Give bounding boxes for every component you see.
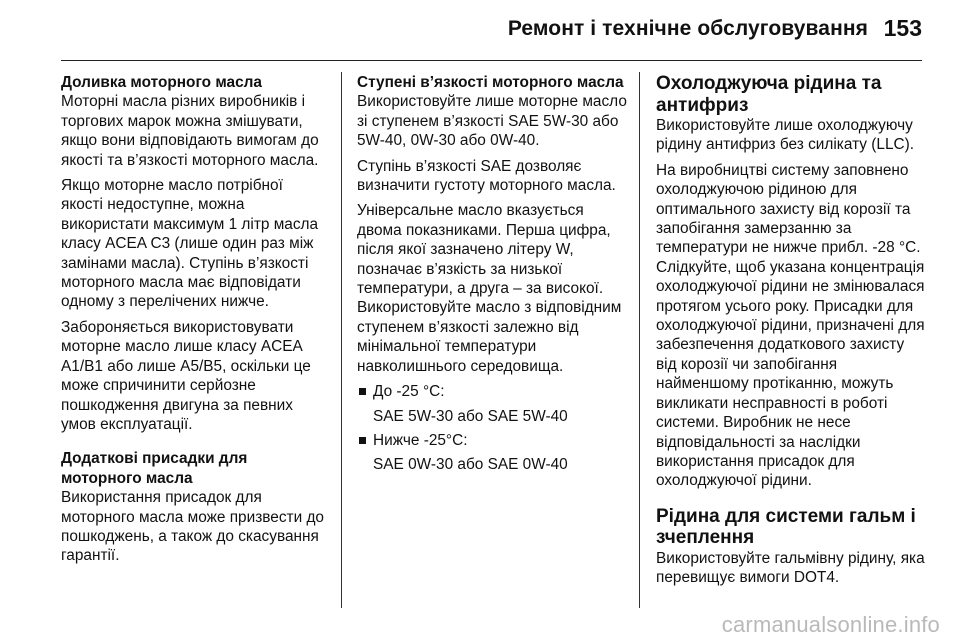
section-title: Рідина для системи гальм і зчеплення bbox=[656, 505, 916, 549]
section-title: Ступені в’язкості моторного масла bbox=[357, 74, 624, 91]
list-item-label: Нижче -25°C: bbox=[373, 431, 468, 449]
square-bullet-icon bbox=[359, 437, 366, 444]
section-title: Охолоджуюча рідина та антифриз bbox=[656, 73, 882, 116]
square-bullet-icon bbox=[359, 388, 366, 395]
section-title: Доливка моторного масла bbox=[61, 74, 262, 91]
paragraph: Використання присадок для моторного масла може призвести до пошкоджень, а також до скасування гарантії. bbox=[61, 489, 324, 565]
column-divider bbox=[639, 72, 640, 608]
section-brake-fluid bbox=[656, 506, 928, 588]
paragraph: Ступінь в’язкості SAE дозволяє визначити густоту моторного масла. bbox=[357, 157, 616, 195]
paragraph: Використовуйте лише моторне масло зі ступенем в’язкості SAE 5W-30 або 5W-40, 0W-30 або 0W-40. bbox=[357, 93, 627, 150]
column-right bbox=[656, 73, 928, 603]
column-divider bbox=[341, 72, 342, 608]
section-title: Додаткові присадки для моторного масла bbox=[61, 450, 248, 487]
list-item-label: До -25 °C: bbox=[373, 383, 445, 401]
watermark: carmanualsonline.info bbox=[721, 612, 940, 637]
column-left bbox=[61, 73, 329, 581]
paragraph: Якщо моторне масло потрібної якості недоступне, можна використати максимум 1 літр масла класу ACEA C3 (лише один раз між замінами масла). Ступінь в’язкості моторного масла має відповідати одному з перелічених нижче. bbox=[61, 177, 319, 311]
paragraph: На виробництві систему заповнено охолоджуючою рідиною для оптимального захисту від корозії та запобігання замерзанню за температури не нижче прибл. -28 °C. Слідкуйте, щоб указана концентрація охолоджуючої рідини не змінювалася протягом усього року. Присадки для охолоджуючої рідини, призначені для забезпечення додаткового захисту від корозії чи запобігання найменшому протіканню, можуть викликати несправності в роботі системи. Виробник не несе відповідальності за наслідки використання присадок для охолоджуючої рідини. bbox=[656, 161, 925, 490]
page-header bbox=[0, 0, 960, 62]
page-number: 153 bbox=[883, 15, 922, 41]
list-item-value: SAE 5W-30 або SAE 5W-40 bbox=[373, 407, 568, 425]
paragraph: Використовуйте гальмівну рідину, яка перевищує вимоги DOT4. bbox=[656, 549, 925, 587]
section-engine-oil-topup bbox=[61, 73, 329, 434]
header-divider bbox=[61, 60, 922, 61]
list-item-value: SAE 0W-30 або SAE 0W-40 bbox=[373, 456, 568, 474]
section-oil-additives bbox=[61, 449, 329, 565]
section-coolant bbox=[656, 73, 928, 491]
list-item bbox=[357, 382, 629, 426]
list-item bbox=[357, 431, 629, 475]
paragraph: Моторні масла різних виробників і торгових марок можна змішувати, якщо вони відповідають вимогам до якості та в’язкості моторного масла. bbox=[61, 93, 319, 169]
paragraph: Використовуйте лише охолоджуючу рідину антифриз без силікату (LLC). bbox=[656, 117, 915, 154]
viscosity-list bbox=[357, 382, 629, 475]
chapter-title: Ремонт і технічне обслуговування bbox=[507, 17, 868, 40]
paragraph: Забороняється використовувати моторне масло лише класу ACEA A1/B1 або лише A5/B5, оскільки це може спричинити серйозне пошкодження двигуна за певних умов експлуатації. bbox=[61, 318, 311, 433]
column-middle bbox=[357, 73, 629, 480]
paragraph: Універсальне масло вказується двома показниками. Перша цифра, після якої зазначено літеру W, позначає в’язкість за низької температури, а друга – за високої. Використовуйте масло з відповідним ступенем в’язкості залежно від мінімальної температури навколишнього середовища. bbox=[357, 202, 622, 375]
